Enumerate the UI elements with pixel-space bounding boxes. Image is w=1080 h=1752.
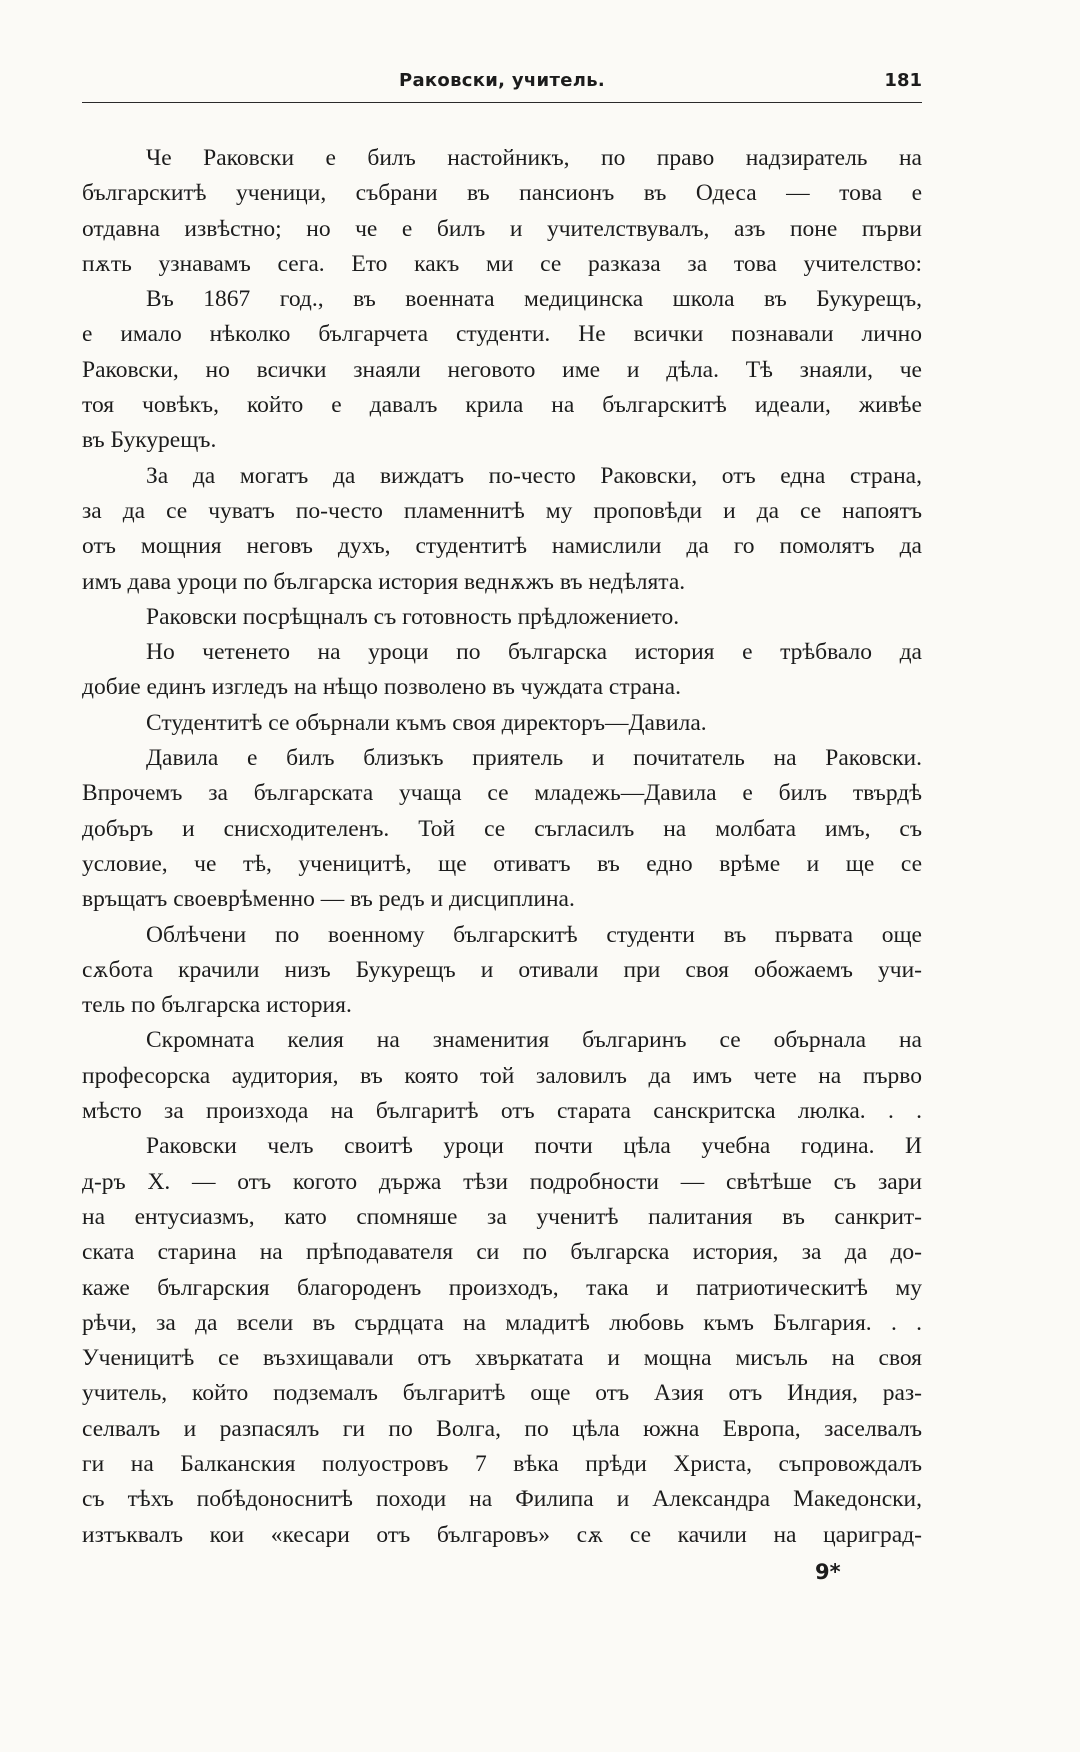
- text-line: въ Букурещъ.: [82, 427, 217, 454]
- text-line: учитель, който подземалъ българитѣ още отъ Азия отъ Индия, раз-: [82, 1380, 922, 1407]
- text-line: сѫбота крачили низъ Букурещъ и отивали при своя обожаемъ учи-: [82, 956, 922, 983]
- text-line: добие единъ изгледъ на нѣщо позволено въ чуждата страна.: [82, 674, 681, 701]
- text-line: За да могатъ да виждатъ по-често Раковски, отъ една страна,: [146, 462, 922, 489]
- text-line: условие, че тѣ, ученицитѣ, ще отиватъ въ едно врѣме и ще се: [82, 850, 922, 877]
- text-line: Скромната келия на знаменития българинъ се обърнала на: [146, 1027, 922, 1054]
- text-line: каже българския благороденъ произходъ, така и патриотическитѣ му: [82, 1274, 922, 1301]
- text-line: Раковски, но всички знаяли неговото име и дѣла. Тѣ знаяли, че: [82, 356, 922, 383]
- text-line: рѣчи, за да всели въ сърдцата на младитѣ любовь къмъ България. . .: [82, 1309, 922, 1336]
- text-line: Но четенето на уроци по българска история е трѣбвало да: [146, 639, 922, 666]
- text-line: за да се чуватъ по-често пламеннитѣ му проповѣди и да се напоятъ: [82, 497, 922, 524]
- text-line: пѫть узнавамъ сега. Ето какъ ми се разказа за това учителство:: [82, 250, 922, 277]
- text-line: професорска аудитория, въ която той заловилъ да имъ чете на първо: [82, 1062, 922, 1089]
- text-line: връщатъ своеврѣменно — въ редъ и дисциплина.: [82, 886, 575, 913]
- text-line: тоя човѣкъ, който е давалъ крила на българскитѣ идеали, живѣе: [82, 392, 922, 419]
- text-line: е имало нѣколко българчета студенти. Не всички познавали лично: [82, 321, 922, 348]
- running-title: Раковски, учитель.: [398, 70, 606, 91]
- text-line: имъ дава уроци по българска история веднѫжъ въ недѣлята.: [82, 568, 686, 595]
- signature-mark: 9*: [815, 1560, 841, 1584]
- text-line: отдавна извѣстно; но че е билъ и учителствувалъ, азъ поне първи: [82, 215, 922, 242]
- text-line: добъръ и снисходителенъ. Той се съгласилъ на молбата имъ, съ: [82, 815, 922, 842]
- header-rule: [82, 102, 922, 103]
- text-line: съ тѣхъ побѣдоноснитѣ походи на Филипа и Александра Македонски,: [82, 1486, 922, 1513]
- text-line: Раковски челъ своитѣ уроци почти цѣла учебна година. И: [146, 1133, 922, 1160]
- text-line: отъ мощния неговъ духъ, студентитѣ намислили да го помолятъ да: [82, 533, 922, 560]
- text-line: на ентусиазмъ, като спомняше за ученитѣ палитания въ санкрит-: [82, 1203, 922, 1230]
- body-text: [82, 141, 922, 1553]
- text-line: ската старина на прѣподавателя си по българска история, за да до-: [82, 1239, 922, 1266]
- text-line: българскитѣ ученици, събрани въ пансионъ въ Одеса — това е: [82, 180, 922, 207]
- text-line: Че Раковски е билъ настойникъ, по право надзиратель на: [146, 145, 922, 171]
- text-line: ги на Балканския полуостровъ 7 вѣка прѣди Христа, съпровождалъ: [82, 1450, 922, 1477]
- text-line: Раковски посрѣщналъ съ готовность прѣдложението.: [146, 603, 680, 630]
- text-line: Въ 1867 год., въ военната медицинска школа въ Букурещъ,: [146, 286, 922, 313]
- text-line: изтъквалъ кои «кесари отъ българовъ» сѫ се качили на цариград-: [82, 1521, 922, 1548]
- text-line: Давила е билъ близъкъ приятель и почитатель на Раковски.: [146, 745, 922, 772]
- page-header: [82, 66, 922, 100]
- text-line: Студентитѣ се обърнали къмъ своя директоръ—Давила.: [146, 709, 707, 736]
- text-line: Впрочемъ за българската учаща се младежь—Давила е билъ твърдѣ: [82, 780, 922, 807]
- text-line: селвалъ и разпасялъ ги по Волга, по цѣла южна Европа, заселвалъ: [82, 1415, 922, 1442]
- text-line: тель по българска история.: [82, 992, 352, 1019]
- text-line: Облѣчени по военному българскитѣ студенти въ първата още: [146, 921, 922, 948]
- text-line: д-ръ Х. — отъ когото държа тѣзи подробности — свѣтѣше съ зари: [82, 1168, 922, 1195]
- page-number: 181: [884, 70, 922, 91]
- text-line: Ученицитѣ се възхищавали отъ хвъркатата и мощна мисъль на своя: [82, 1345, 922, 1372]
- text-line: мѣсто за произхода на българитѣ отъ старата санскритска люлка. . .: [82, 1098, 922, 1125]
